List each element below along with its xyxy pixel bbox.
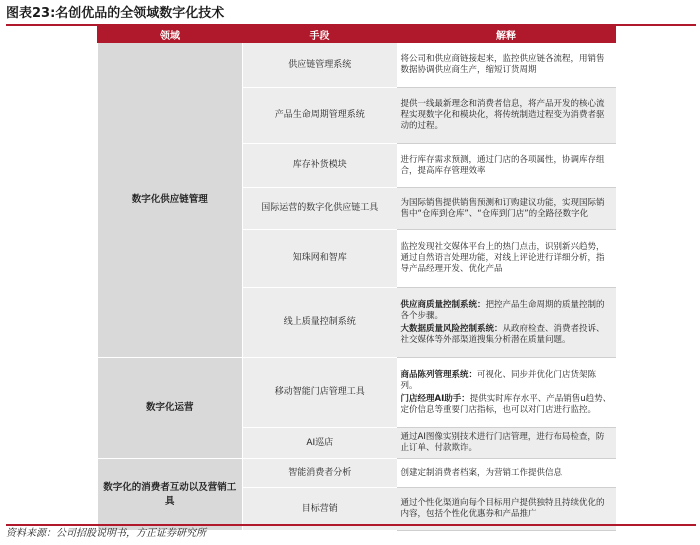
means-cell: 库存补货模块 — [243, 144, 397, 188]
means-cell: 国际运营的数字化供应链工具 — [243, 188, 397, 230]
table-row — [98, 43, 616, 88]
means-cell: 移动智能门店管理工具 — [243, 358, 397, 428]
desc-cell: 通过AI图像实别技术进行门店管理，进行布局检查，防止订单、付款欺诈。 — [397, 428, 616, 459]
desc-cell: 为国际销售提供销售预测和订购建议功能，实现国际销售中“仓库到仓库”、“仓库到门店”的全路径数字化 — [397, 188, 616, 230]
desc-cell: 监控发现社交媒体平台上的热门点击，识别新兴趋势，通过自然语言处理功能，对线上评论进行详细分析，指导产品经理开发、优化产品 — [397, 230, 616, 288]
table-row — [98, 358, 616, 428]
header-domain: 领域 — [98, 27, 243, 43]
means-cell: 目标营销 — [243, 488, 397, 531]
means-cell: 线上质量控制系统 — [243, 288, 397, 358]
desc-cell: 进行库存需求预测，通过门店的各项属性，协调库存组合，提高库存管理效率 — [397, 144, 616, 188]
source-note: 资料来源：公司招股说明书，方正证券研究所 — [6, 524, 696, 544]
means-cell: 产品生命周期管理系统 — [243, 88, 397, 144]
means-cell: 供应链管理系统 — [243, 43, 397, 88]
desc-cell: 通过个性化渠道向每个目标用户提供独特且持续优化的内容，包括个性化优惠券和产品推广 — [397, 488, 616, 531]
desc-cell: 将公司和供应商链接起来，监控供应链各流程，用销售数据协调供应商生产，缩短订货周期 — [397, 43, 616, 88]
domain-consumer-marketing: 数字化的消费者互动以及营销工具 — [98, 459, 243, 531]
means-cell: 知珠网和智库 — [243, 230, 397, 288]
desc-cell: 提供一线最新理念和消费者信息，将产品开发的核心流程实现数字化和模块化，将传统制造过程变为消费者驱动的过程。 — [397, 88, 616, 144]
means-cell: AI巡店 — [243, 428, 397, 459]
domain-operations: 数字化运营 — [98, 358, 243, 459]
figure-title: 图表23:名创优品的全领域数字化技术 — [6, 4, 696, 26]
table-row — [98, 459, 616, 488]
table-header-row — [98, 27, 616, 43]
header-explanation: 解释 — [397, 27, 616, 43]
header-means: 手段 — [243, 27, 397, 43]
means-cell: 智能消费者分析 — [243, 459, 397, 488]
desc-cell: 创建定制消费者档案，为营销工作提供信息 — [397, 459, 616, 488]
digital-tech-table — [97, 26, 616, 531]
desc-cell: 商品陈列管理系统：可视化、同步并优化门店货架陈列。 门店经理AI助手：提供实时库存水平、产品销售u趋势、定价信息等重要门店指标，也可以对门店进行监控。 — [397, 358, 616, 428]
desc-cell: 供应商质量控制系统：把控产品生命周期的质量控制的各个步骤。 大数据质量风险控制系统：从政府检查、消费者投诉、社交媒体等外部渠道搜集分析潜在质量问题。 — [397, 288, 616, 358]
domain-supply-chain: 数字化供应链管理 — [98, 43, 243, 358]
